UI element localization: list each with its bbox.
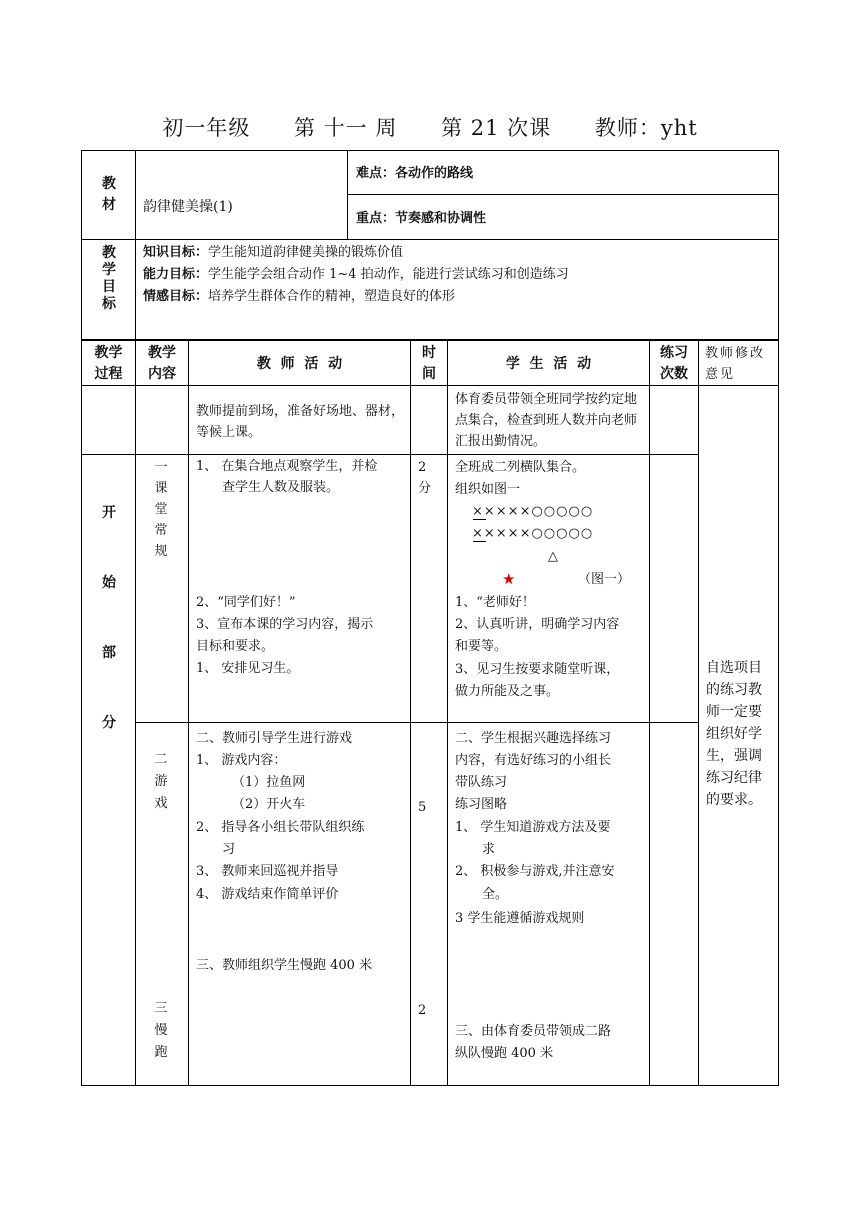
col-time: 时 间 — [422, 345, 436, 382]
row1-student-4: 2、认真听讲，明确学习内容 — [455, 617, 620, 632]
section-start: 开 始 部 分 — [102, 505, 116, 731]
objective-emotion: 情感目标：培养学生群体合作的精神，塑造良好的体形 — [143, 289, 456, 304]
row1-content: 一 课 堂 常 规 — [154, 460, 168, 559]
row2-content-game: 二 游 戏 — [154, 752, 168, 811]
col-process: 教学 过程 — [94, 345, 123, 382]
row2-student-7: 2、 积极参与游戏,并注意安 — [455, 864, 615, 879]
key-point-text: 重点：节奏感和协调性 — [356, 211, 487, 226]
main-table — [81, 340, 779, 1086]
row2-content-run: 三 慢 跑 — [154, 1001, 168, 1060]
col-student-activity: 学 生 活 动 — [505, 356, 592, 372]
row2-teacher-3: （1）拉鱼网 — [232, 775, 306, 790]
row2-student-4: 练习图略 — [455, 797, 508, 812]
row1-teacher-2: 查学生人数及服装。 — [222, 480, 340, 495]
row1-student-1: 全班成二列横队集合。 — [455, 460, 586, 475]
row1-student-5: 和要等。 — [455, 639, 508, 654]
row2-teacher-9: 三、教师组织学生慢跑 400 米 — [196, 958, 373, 973]
row2-student-8: 全。 — [482, 887, 509, 902]
row1-teacher-3: 2、“同学们好！” — [196, 595, 296, 610]
material-label: 教 材 — [102, 176, 116, 213]
material-value: 韵律健美操(1) — [143, 199, 233, 215]
objective-ability: 能力目标：学生能学会组合动作 1~4 拍动作，能进行尝试练习和创造练习 — [143, 267, 569, 282]
row2-student-6: 求 — [482, 842, 496, 857]
row2-student-2: 内容，有选好练习的小组长 — [455, 753, 612, 768]
row0-student: 体育委员带领全班同学按约定地点集合，检查到班人数并向老师汇报出勤情况。 — [455, 392, 638, 449]
row2-teacher-4: （2）开火车 — [232, 797, 306, 812]
grade-label: 初一年级 — [162, 116, 251, 140]
formation-row-2: ×××××○○○○○ — [472, 526, 594, 541]
row2-student-9: 3 学生能遵循游戏规则 — [455, 911, 585, 926]
row1-teacher-5: 目标和要求。 — [196, 639, 275, 654]
col-notes: 教师修改意见 — [705, 346, 766, 382]
row1-teacher-4: 3、宣布本课的学习内容，揭示 — [196, 617, 374, 632]
page-title — [0, 112, 860, 142]
row2-teacher-1: 二、教师引导学生进行游戏 — [196, 731, 353, 746]
row2-student-1: 二、学生根据兴趣选择练习 — [455, 731, 612, 746]
row2-student-11: 纵队慢跑 400 米 — [455, 1046, 554, 1061]
formation-row-1: ×××××○○○○○ — [472, 504, 594, 519]
col-teacher-activity: 教 师 活 动 — [256, 356, 343, 372]
figure-caption: （图一） — [578, 572, 631, 587]
row2-time-game: 5 — [418, 800, 427, 815]
row2-time-run: 2 — [418, 1003, 427, 1018]
row2-teacher-5: 2、 指导各小组长带队组织练 — [196, 820, 365, 835]
week-label: 第 十一 周 — [294, 116, 398, 140]
lesson-label: 第 21 次课 — [441, 116, 552, 140]
objectives-label: 教 学 目 标 — [102, 245, 116, 312]
row2-student-3: 带队练习 — [455, 775, 508, 790]
row1-time: 2 分 — [418, 460, 432, 496]
row0-teacher: 教师提前到场，准备好场地、器材，等候上课。 — [196, 404, 405, 440]
difficulty-text: 难点：各动作的路线 — [356, 166, 474, 181]
row2-student-10: 三、由体育委员带领成二路 — [455, 1024, 612, 1039]
row1-student-3: 1、“老师好！ — [455, 595, 535, 610]
row2-teacher-6: 习 — [222, 842, 236, 857]
row2-teacher-8: 4、 游戏结束作简单评价 — [196, 887, 339, 902]
row2-teacher-2: 1、 游戏内容： — [196, 753, 287, 768]
row1-teacher-6: 1、 安排见习生。 — [196, 661, 300, 676]
col-count: 练习 次数 — [660, 345, 688, 382]
notes-text: 自选项目 的练习教 师一定要 组织好学 生，强调 练习纪律 的要求。 — [706, 660, 762, 808]
row1-student-2: 组织如图一 — [455, 482, 521, 497]
row1-student-6: 3、见习生按要求随堂听课， — [455, 662, 620, 677]
col-content: 教学 内容 — [148, 345, 176, 382]
star-icon: ★ — [502, 570, 516, 588]
row1-teacher-1: 1、 在集合地点观察学生，并检 — [196, 459, 378, 474]
row2-student-5: 1、 学生知道游戏方法及要 — [455, 820, 611, 835]
row2-teacher-7: 3、 教师来回巡视并指导 — [196, 864, 339, 879]
row1-student-7: 做力所能及之事。 — [455, 684, 560, 699]
objective-knowledge: 知识目标：学生能知道韵律健美操的锻炼价值 — [143, 245, 404, 260]
teacher-label: 教师：yht — [594, 116, 698, 140]
triangle-icon: △ — [548, 549, 558, 564]
